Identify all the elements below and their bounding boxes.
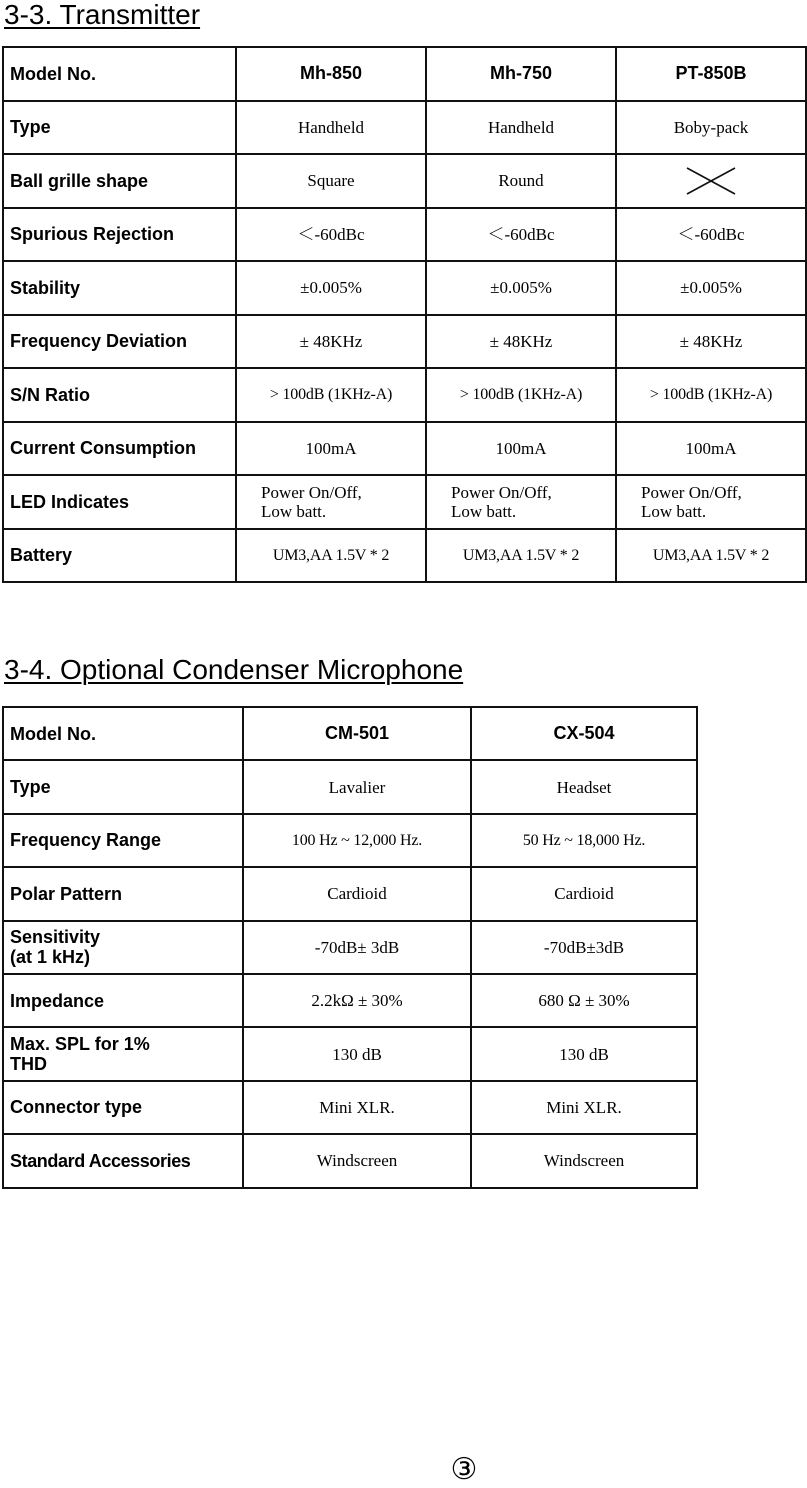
row-label-sensitivity bbox=[3, 921, 243, 974]
table-row bbox=[3, 867, 697, 920]
row-label-impedance: Impedance bbox=[3, 974, 243, 1027]
label-line-1: Sensitivity bbox=[10, 927, 101, 948]
model-cx-504: CX-504 bbox=[471, 707, 697, 760]
table-cell: ±0.005% bbox=[616, 261, 806, 315]
table-cell: ± 48KHz bbox=[426, 315, 616, 369]
table-cell: ± 48KHz bbox=[616, 315, 806, 369]
table-cell: Boby-pack bbox=[616, 101, 806, 155]
table-row bbox=[3, 261, 806, 315]
table-cell: 50 Hz ~ 18,000 Hz. bbox=[471, 814, 697, 867]
table-cell: 680 Ω ± 30% bbox=[471, 974, 697, 1027]
table-cell: 130 dB bbox=[471, 1027, 697, 1080]
table-cell: Mini XLR. bbox=[471, 1081, 697, 1134]
microphone-section-heading: 3-4. Optional Condenser Microphone bbox=[4, 654, 464, 685]
table-cell: Handheld bbox=[426, 101, 616, 155]
label-line-1: Max. SPL for 1% bbox=[10, 1034, 150, 1055]
table-cell: > 100dB (1KHz-A) bbox=[616, 368, 806, 422]
table-cell: Square bbox=[236, 154, 426, 208]
row-label-polar-pattern: Polar Pattern bbox=[3, 867, 243, 920]
led-line-2: Low batt. bbox=[451, 501, 517, 521]
table-cell bbox=[616, 154, 806, 208]
row-label-standard-accessories: Standard Accessories bbox=[3, 1134, 243, 1187]
table-row bbox=[3, 475, 806, 529]
table-cell: UM3,AA 1.5V * 2 bbox=[236, 529, 426, 583]
row-label-led-indicates: LED Indicates bbox=[3, 475, 236, 529]
row-label-frequency-deviation: Frequency Deviation bbox=[3, 315, 236, 369]
row-label-sn-ratio: S/N Ratio bbox=[3, 368, 236, 422]
led-line-2: Low batt. bbox=[261, 501, 327, 521]
table-cell: ± 48KHz bbox=[236, 315, 426, 369]
table-cell: UM3,AA 1.5V * 2 bbox=[616, 529, 806, 583]
table-cell: ＜-60dBc bbox=[616, 208, 806, 262]
table-row bbox=[3, 814, 697, 867]
table-row bbox=[3, 1081, 697, 1134]
table-cell bbox=[616, 475, 806, 529]
model-cm-501: CM-501 bbox=[243, 707, 471, 760]
table-row bbox=[3, 974, 697, 1027]
table-row bbox=[3, 315, 806, 369]
row-label-ball-grille-shape: Ball grille shape bbox=[3, 154, 236, 208]
table-cell bbox=[426, 475, 616, 529]
label-line-2: THD bbox=[10, 1054, 47, 1075]
table-cell: > 100dB (1KHz-A) bbox=[236, 368, 426, 422]
row-label-model-no: Model No. bbox=[3, 47, 236, 101]
model-mh-850: Mh-850 bbox=[236, 47, 426, 101]
table-cell bbox=[236, 475, 426, 529]
row-label-spurious-rejection: Spurious Rejection bbox=[3, 208, 236, 262]
led-line-1: Power On/Off, bbox=[261, 482, 362, 502]
row-label-stability: Stability bbox=[3, 261, 236, 315]
transmitter-spec-table bbox=[2, 46, 807, 583]
cross-mark-icon bbox=[685, 166, 737, 196]
table-cell: ±0.005% bbox=[236, 261, 426, 315]
model-pt-850b: PT-850B bbox=[616, 47, 806, 101]
table-cell: Cardioid bbox=[243, 867, 471, 920]
table-cell: -70dB±3dB bbox=[471, 921, 697, 974]
model-mh-750: Mh-750 bbox=[426, 47, 616, 101]
table-row bbox=[3, 707, 697, 760]
table-row bbox=[3, 760, 697, 813]
table-cell: Headset bbox=[471, 760, 697, 813]
table-row bbox=[3, 208, 806, 262]
table-cell: 2.2kΩ ± 30% bbox=[243, 974, 471, 1027]
table-cell: 100mA bbox=[426, 422, 616, 476]
table-row bbox=[3, 101, 806, 155]
row-label-battery: Battery bbox=[3, 529, 236, 583]
table-cell: ＜-60dBc bbox=[426, 208, 616, 262]
row-label-frequency-range: Frequency Range bbox=[3, 814, 243, 867]
table-cell: Windscreen bbox=[243, 1134, 471, 1187]
table-row bbox=[3, 368, 806, 422]
row-label-connector-type: Connector type bbox=[3, 1081, 243, 1134]
table-cell: Mini XLR. bbox=[243, 1081, 471, 1134]
table-cell: -70dB± 3dB bbox=[243, 921, 471, 974]
microphone-spec-table bbox=[2, 706, 698, 1189]
transmitter-section-heading: 3-3. Transmitter bbox=[4, 0, 201, 30]
row-label-model-no: Model No. bbox=[3, 707, 243, 760]
table-cell: 100mA bbox=[616, 422, 806, 476]
table-row bbox=[3, 1027, 697, 1080]
led-line-1: Power On/Off, bbox=[451, 482, 552, 502]
table-cell: 130 dB bbox=[243, 1027, 471, 1080]
row-label-type: Type bbox=[3, 101, 236, 155]
table-cell: ±0.005% bbox=[426, 261, 616, 315]
table-cell: UM3,AA 1.5V * 2 bbox=[426, 529, 616, 583]
table-cell: Cardioid bbox=[471, 867, 697, 920]
led-line-1: Power On/Off, bbox=[641, 482, 742, 502]
table-row bbox=[3, 921, 697, 974]
table-cell: 100 Hz ~ 12,000 Hz. bbox=[243, 814, 471, 867]
table-row bbox=[3, 529, 806, 583]
row-label-current-consumption: Current Consumption bbox=[3, 422, 236, 476]
label-line-2: (at 1 kHz) bbox=[10, 947, 91, 968]
page-number: ③ bbox=[450, 1452, 478, 1487]
table-cell: > 100dB (1KHz-A) bbox=[426, 368, 616, 422]
table-row bbox=[3, 1134, 697, 1187]
table-cell: Windscreen bbox=[471, 1134, 697, 1187]
row-label-max-spl bbox=[3, 1027, 243, 1080]
table-cell: ＜-60dBc bbox=[236, 208, 426, 262]
table-row bbox=[3, 422, 806, 476]
table-row bbox=[3, 154, 806, 208]
table-cell: Round bbox=[426, 154, 616, 208]
led-line-2: Low batt. bbox=[641, 501, 707, 521]
table-cell: 100mA bbox=[236, 422, 426, 476]
table-cell: Handheld bbox=[236, 101, 426, 155]
table-cell: Lavalier bbox=[243, 760, 471, 813]
row-label-type: Type bbox=[3, 760, 243, 813]
table-row bbox=[3, 47, 806, 101]
